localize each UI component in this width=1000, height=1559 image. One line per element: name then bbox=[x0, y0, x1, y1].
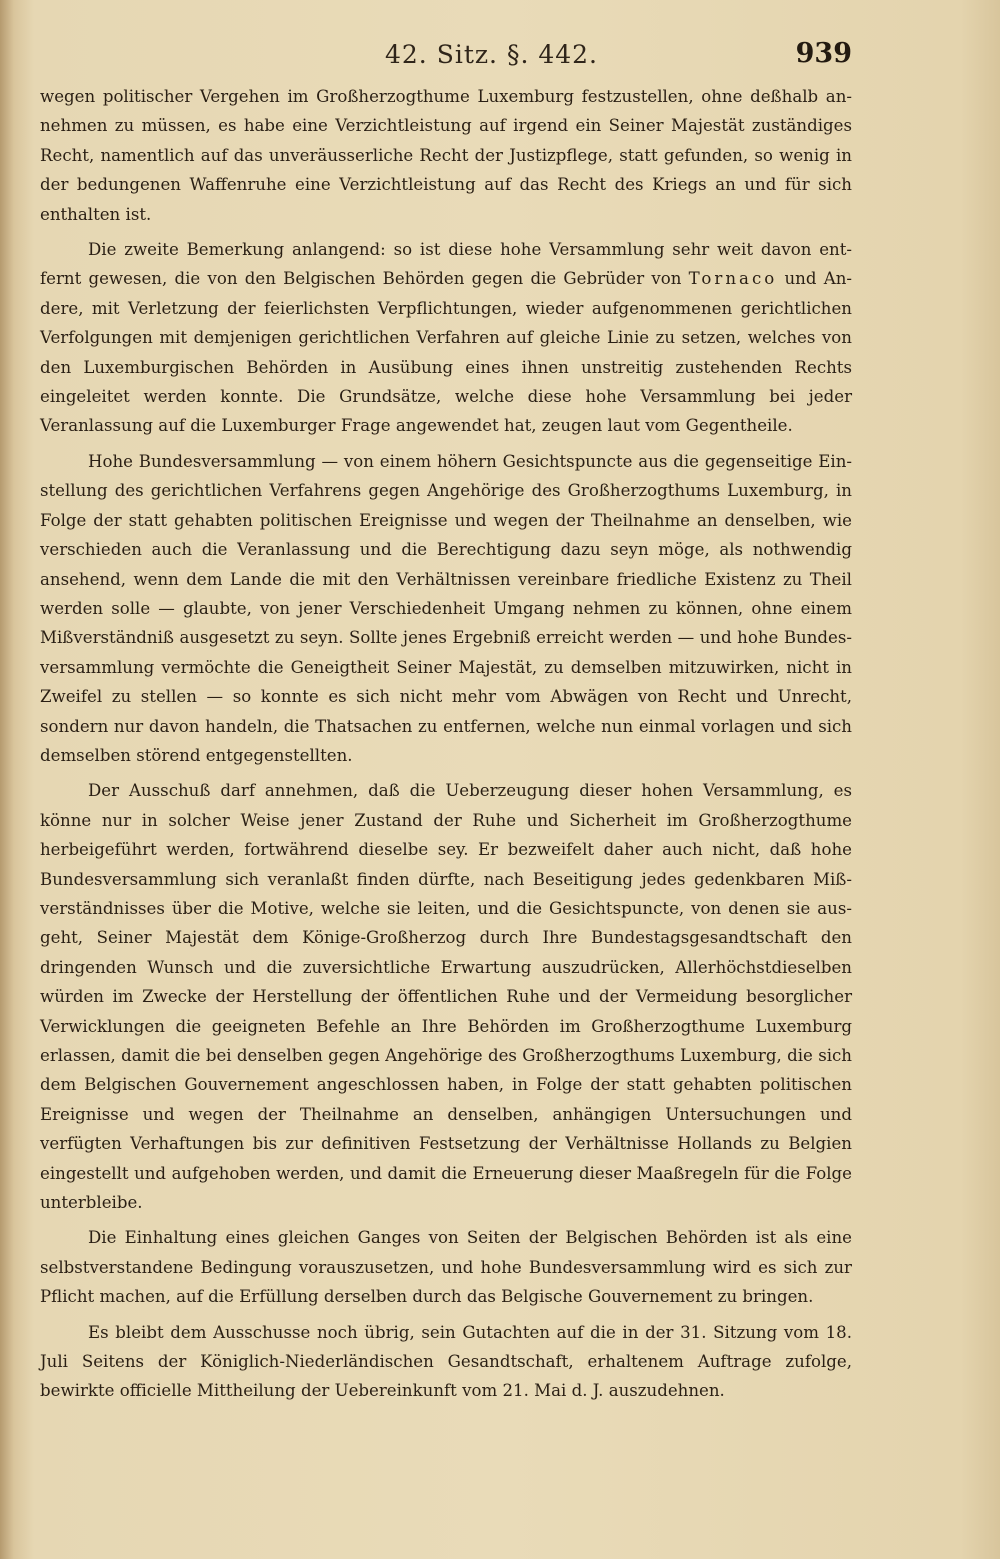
paragraph-6 bbox=[40, 1318, 852, 1406]
paragraph-text: und Andere, mit Verletzung der feierlichsten Verpflichtungen, wieder aufgenommenen gerichtlichen Verfolgungen mit demjenigen gerichtlichen Verfahren auf gleiche Linie zu setzen, welches von den Luxemburgischen Behörden in Ausübung eines ihnen unstreitig zustehenden Rechts eingeleitet werden konnte. Die Grundsätze, welche diese hohe Versammlung bei jeder Veranlassung auf die Luxemburger Frage angewendet hat, zeugen laut vom Gegentheile. bbox=[40, 269, 852, 436]
paragraph-3 bbox=[40, 447, 852, 770]
paragraph-1 bbox=[40, 82, 852, 229]
paragraph-2 bbox=[40, 235, 852, 441]
paragraph-5 bbox=[40, 1223, 852, 1311]
page-number: 939 bbox=[795, 38, 852, 69]
paragraph-text: Hohe Bundesversammlung — von einem höhern Gesichtspuncte aus die gegenseitige Einstellung des gerichtlichen Verfahrens gegen Angehörige des Großherzogthums Luxemburg, in Folge der statt gehabten politischen Ereignisse und wegen der Theilnahme an denselben, wie verschieden auch die Veranlassung und die Berechtigung dazu seyn möge, als nothwendig ansehend, wenn dem Lande die mit den Verhältnissen vereinbare friedliche Existenz zu Theil werden solle — glaubte, von jener Verschiedenheit Umgang nehmen zu können, ohne einem Mißverständniß ausgesetzt zu seyn. Sollte jenes Ergebniß erreicht werden — und hohe Bundesversammlung vermöchte die Geneigtheit Seiner Majestät, zu demselben mitzuwirken, nicht in Zweifel zu stellen — so konnte es sich nicht mehr vom Abwägen von Recht und Unrecht, sondern nur davon handeln, die Thatsachen zu entfernen, welche nun einmal vorlagen und sich demselben störend entgegenstellten. bbox=[40, 451, 852, 765]
paragraph-4 bbox=[40, 776, 852, 1217]
paragraph-text: Der Ausschuß darf annehmen, daß die Ueberzeugung dieser hohen Versammlung, es könne nur in solcher Weise jener Zustand der Ruhe und Sicherheit im Großherzogthume herbeigeführt werden, fortwährend dieselbe sey. Er bezweifelt daher auch nicht, daß hohe Bundesversammlung sich veranlaßt finden dürfte, nach Beseitigung jedes gedenkbaren Mißverständnisses über die Motive, welche sie leiten, und die Gesichtspuncte, von denen sie ausgeht, Seiner Majestät dem Könige-Großherzog durch Ihre Bundestagsgesandtschaft den dringenden Wunsch und die zuversichtliche Erwartung auszudrücken, Allerhöchstdieselben würden im Zwecke der Herstellung der öffentlichen Ruhe und der Vermeidung besorglicher Verwicklungen die geeigneten Befehle an Ihre Behörden im Großherzogthume Luxemburg erlassen, damit die bei denselben gegen Angehörige des Großherzogthums Luxemburg, die sich dem Belgischen Gouvernement angeschlossen haben, in Folge der statt gehabten politischen Ereignisse und wegen der Theilnahme an denselben, anhängigen Untersuchungen und verfügten Verhaftungen bis zur definitiven Festsetzung der Verhältnisse Hollands zu Belgien eingestellt und aufgehoben werden, und damit die Erneuerung dieser Maaßregeln für die Folge unterbleibe. bbox=[40, 781, 852, 1213]
page-header bbox=[0, 38, 1000, 78]
body-text bbox=[40, 82, 852, 1412]
paragraph-text: Es bleibt dem Ausschusse noch übrig, sein Gutachten auf die in der 31. Sitzung vom 18. Juli Seitens der Königlich-Niederländischen Gesandtschaft, erhaltenem Auftrage zufolge, bewirkte officielle Mittheilung der Uebereinkunft vom 21. Mai d. J. auszudehnen. bbox=[40, 1322, 852, 1401]
running-head: 42. Sitz. §. 442. bbox=[385, 40, 598, 69]
spaced-name: Tornaco bbox=[688, 269, 778, 289]
paragraph-text: Die zweite Bemerkung anlangend: so ist diese hohe Versammlung sehr weit davon entfernt gewesen, die von den Belgischen Behörden gegen die Gebrüder von bbox=[40, 240, 852, 289]
paragraph-text: Die Einhaltung eines gleichen Ganges von Seiten der Belgischen Behörden ist als eine selbstverstandene Bedingung vorauszusetzen, und hohe Bundesversammlung wird es sich zur Pflicht machen, auf die Erfüllung derselben durch das Belgische Gouvernement zu bringen. bbox=[40, 1228, 852, 1307]
paragraph-text: wegen politischer Vergehen im Großherzogthume Luxemburg festzustellen, ohne deßhalb annehmen zu müssen, es habe eine Verzichtleistung auf irgend ein Seiner Majestät zuständiges Recht, namentlich auf das unveräusserliche Recht der Justizpflege, statt gefunden, so wenig in der bedungenen Waffenruhe eine Verzichtleistung auf das Recht des Kriegs an und für sich enthalten ist. bbox=[40, 87, 852, 224]
